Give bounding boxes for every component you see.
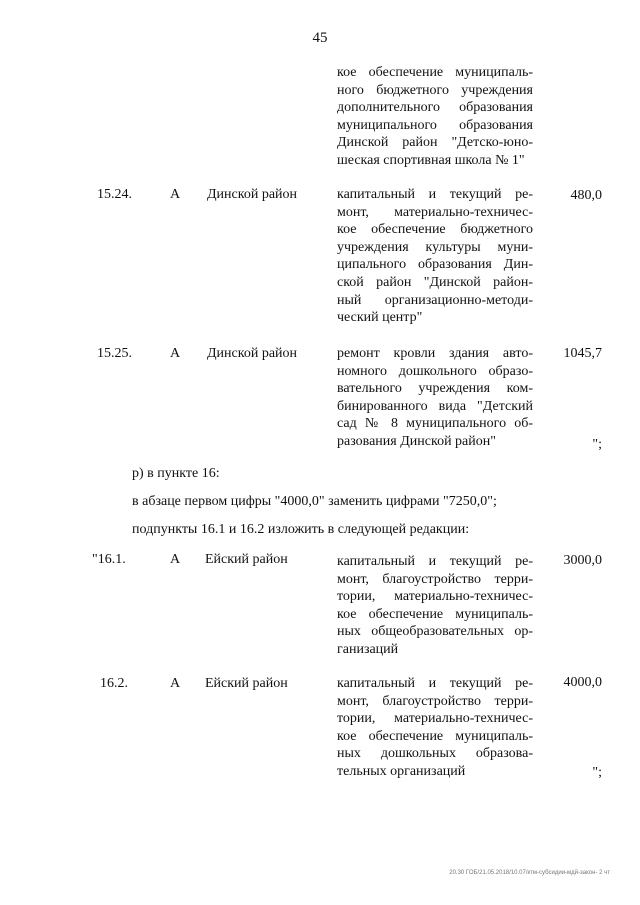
item-amount: 3000,0 bbox=[563, 553, 602, 568]
description-line: ных дошкольных образова- bbox=[337, 746, 533, 762]
description-line: дополнительного образования bbox=[337, 100, 533, 116]
item-district: Динской район bbox=[207, 187, 298, 202]
description-line: ного бюджетного учреждения bbox=[337, 82, 533, 98]
description-line: ремонт кровли здания авто- bbox=[337, 346, 533, 361]
description-line: бинированного вида "Детский bbox=[337, 398, 533, 414]
item-category: А bbox=[170, 676, 181, 691]
closing-quote: "; bbox=[592, 437, 602, 452]
description-line: монт, благоустройство терри- bbox=[337, 571, 533, 587]
description-line: ской район "Динской район- bbox=[337, 274, 533, 290]
closing-quote: "; bbox=[592, 765, 602, 780]
item-description bbox=[337, 553, 533, 659]
description-line: Динской район "Детско-юно- bbox=[337, 135, 533, 151]
item-description bbox=[337, 186, 533, 327]
description-line: сад № 8 муниципального об- bbox=[337, 416, 533, 432]
paragraph: р) в пункте 16: bbox=[132, 466, 220, 481]
item-district: Динской район bbox=[207, 346, 298, 361]
item-category: А bbox=[170, 346, 181, 361]
description-line: капитальный и текущий ре- bbox=[337, 554, 533, 569]
page-number: 45 bbox=[312, 30, 328, 46]
description-line: тельных организаций bbox=[337, 763, 466, 779]
item-number: 15.24. bbox=[97, 187, 132, 202]
item-description bbox=[337, 345, 533, 451]
paragraph: в абзаце первом цифры "4000,0" заменить цифрами "7250,0"; bbox=[132, 494, 497, 509]
item-number: 16.2. bbox=[100, 676, 128, 691]
description-line: вательного учреждения ком- bbox=[337, 381, 533, 397]
item-category: А bbox=[170, 552, 181, 567]
item-district: Ейский район bbox=[205, 552, 288, 567]
description-line: тории, материально-техничес- bbox=[337, 589, 533, 605]
description-line: муниципального образования bbox=[337, 117, 533, 133]
description-line: номного дошкольного образо- bbox=[337, 363, 533, 379]
item-number: 15.25. bbox=[97, 346, 132, 361]
description-line: ческий центр" bbox=[337, 310, 423, 326]
description-line: капитальный и текущий ре- bbox=[337, 676, 533, 691]
item-description bbox=[337, 675, 533, 781]
description-line: ный организационно-методи- bbox=[337, 292, 533, 308]
description-line: шеская спортивная школа № 1" bbox=[337, 152, 525, 168]
item-number: "16.1. bbox=[92, 552, 126, 567]
description-line: тории, материально-техничес- bbox=[337, 711, 533, 727]
description-line: кое обеспечение муниципаль- bbox=[337, 728, 533, 744]
description-line: монт, благоустройство терри- bbox=[337, 693, 533, 709]
description-line: ципального образования Дин- bbox=[337, 257, 533, 273]
description-line: разования Динской район" bbox=[337, 433, 496, 449]
description-line: ных общеобразовательных ор- bbox=[337, 624, 533, 640]
description-line: кое обеспечение муниципаль- bbox=[337, 606, 533, 622]
description-line: учреждения культуры муни- bbox=[337, 239, 533, 255]
description-line: капитальный и текущий ре- bbox=[337, 187, 533, 202]
paragraph: подпункты 16.1 и 16.2 изложить в следующей редакции: bbox=[132, 522, 470, 537]
item-amount: 1045,7 bbox=[563, 346, 602, 361]
item-category: А bbox=[170, 187, 181, 202]
document-footer-code: 20.30 ГОБ/21.05.2018/10.07/ктм-субсидии-мдй-закон- 2 чт bbox=[449, 870, 610, 876]
continuation-description bbox=[337, 64, 533, 170]
item-district: Ейский район bbox=[205, 676, 288, 691]
item-amount: 480,0 bbox=[570, 188, 602, 203]
description-line: ганизаций bbox=[337, 641, 399, 657]
description-line: кое обеспечение муниципаль- bbox=[337, 65, 533, 80]
description-line: монт, материально-техничес- bbox=[337, 204, 533, 220]
item-amount: 4000,0 bbox=[563, 675, 602, 690]
description-line: кое обеспечение бюджетного bbox=[337, 222, 533, 238]
